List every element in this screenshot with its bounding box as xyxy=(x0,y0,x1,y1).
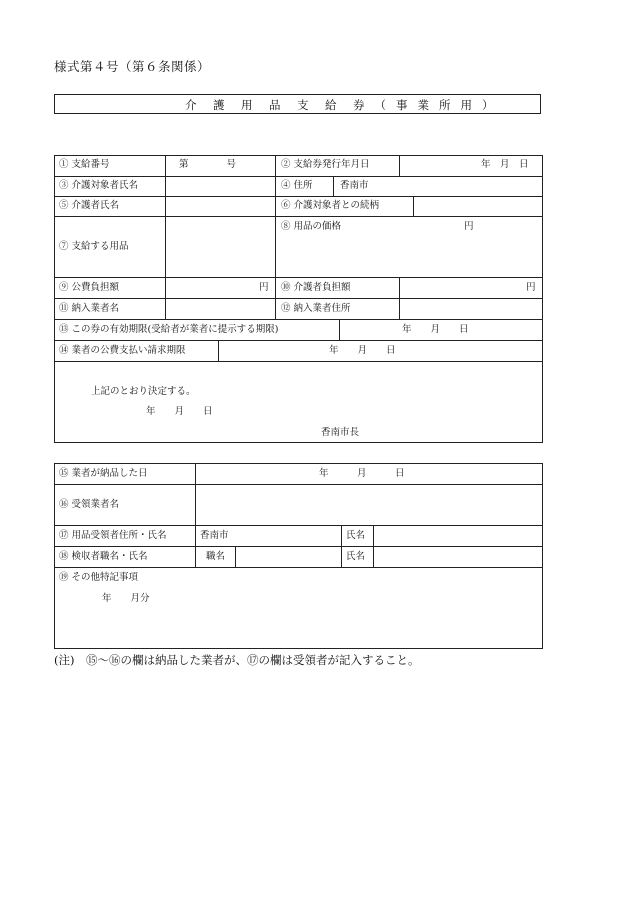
form-number: 様式第４号（第６条関係） xyxy=(54,59,211,74)
decision-date: 年 月 日 xyxy=(146,406,213,417)
special-notes-label: ⑲ その他特記事項 xyxy=(59,572,139,583)
claim-deadline-label: ⑭ 業者の公費支払い請求期限 xyxy=(59,345,186,356)
voucher-number-label: ① 支給番号 xyxy=(59,159,110,170)
col-divider xyxy=(218,340,219,361)
delivery-date-value: 年 月 日 xyxy=(319,468,405,479)
mayor-signature-label: 香南市長 xyxy=(321,427,360,438)
care-subject-name-label: ③ 介護対象者氏名 xyxy=(59,180,139,191)
form-title-main: 介護用品支給 xyxy=(185,98,353,112)
public-burden-label: ⑨ 公費負担額 xyxy=(59,282,120,293)
receiving-supplier-label: ⑯ 受領業者名 xyxy=(59,499,120,510)
claim-deadline-date: 年 月 日 xyxy=(329,345,396,356)
recipient-label: ⑰ 用品受領者住所・氏名 xyxy=(59,530,167,541)
row-divider xyxy=(54,361,543,362)
item-price-label: ⑧ 用品の価格 xyxy=(281,221,342,232)
inspector-title-label: 職名 xyxy=(206,551,226,562)
col-divider xyxy=(333,176,334,196)
col-divider xyxy=(339,319,340,340)
decision-text: 上記のとおり決定する。 xyxy=(91,386,196,397)
caregiver-burden-label: ⑩ 介護者負担額 xyxy=(281,282,351,293)
row-divider xyxy=(54,216,543,217)
col-divider xyxy=(275,155,276,319)
voucher-number-value: 第 号 xyxy=(179,159,237,170)
col-divider xyxy=(235,546,236,567)
caregiver-name-label: ⑤ 介護者氏名 xyxy=(59,200,120,211)
col-divider xyxy=(195,463,196,567)
col-divider xyxy=(165,155,166,319)
public-burden-unit: 円 xyxy=(259,282,269,293)
form-title xyxy=(185,97,504,113)
caregiver-burden-unit: 円 xyxy=(526,282,536,293)
inspector-label: ⑱ 検収者職名・氏名 xyxy=(59,551,148,562)
voucher-table xyxy=(54,155,543,443)
item-price-unit: 円 xyxy=(464,221,474,232)
col-divider xyxy=(399,155,400,176)
supplied-item-label: ⑦ 支給する用品 xyxy=(59,241,129,252)
issue-date-label: ② 支給券発行年月日 xyxy=(281,159,370,170)
inspector-name-label: 氏名 xyxy=(346,551,366,562)
special-notes-period: 年 月分 xyxy=(102,593,150,604)
footnote: (注) ⑮～⑯の欄は納品した業者が、⑰の欄は受領者が記入すること。 xyxy=(54,653,420,667)
validity-date: 年 月 日 xyxy=(402,324,469,335)
row-divider xyxy=(54,319,543,320)
row-divider xyxy=(54,484,543,485)
row-divider xyxy=(54,546,543,547)
row-divider xyxy=(54,176,543,177)
col-divider xyxy=(373,525,374,567)
form-title-sub: 券（事業所用） xyxy=(353,98,504,112)
row-divider xyxy=(54,277,543,278)
validity-label: ⑬ この券の有効期限(受給者が業者に提示する期限) xyxy=(59,324,279,335)
issue-date-value: 年 月 日 xyxy=(481,159,529,170)
row-divider xyxy=(54,525,543,526)
col-divider xyxy=(341,525,342,567)
recipient-city: 香南市 xyxy=(200,530,229,541)
address-label: ④ 住所 xyxy=(281,180,313,191)
row-divider xyxy=(54,196,543,197)
title-box xyxy=(54,94,541,114)
row-divider xyxy=(54,567,543,568)
col-divider xyxy=(413,196,414,216)
delivery-date-label: ⑮ 業者が納品した日 xyxy=(59,468,148,479)
row-divider xyxy=(54,298,543,299)
col-divider xyxy=(399,277,400,319)
recipient-name-label: 氏名 xyxy=(346,530,366,541)
relationship-label: ⑥ 介護対象者との続柄 xyxy=(281,200,380,211)
supplier-name-label: ⑪ 納入業者名 xyxy=(59,303,120,314)
supplier-address-label: ⑫ 納入業者住所 xyxy=(281,303,351,314)
row-divider xyxy=(54,340,543,341)
address-city: 香南市 xyxy=(340,180,369,191)
